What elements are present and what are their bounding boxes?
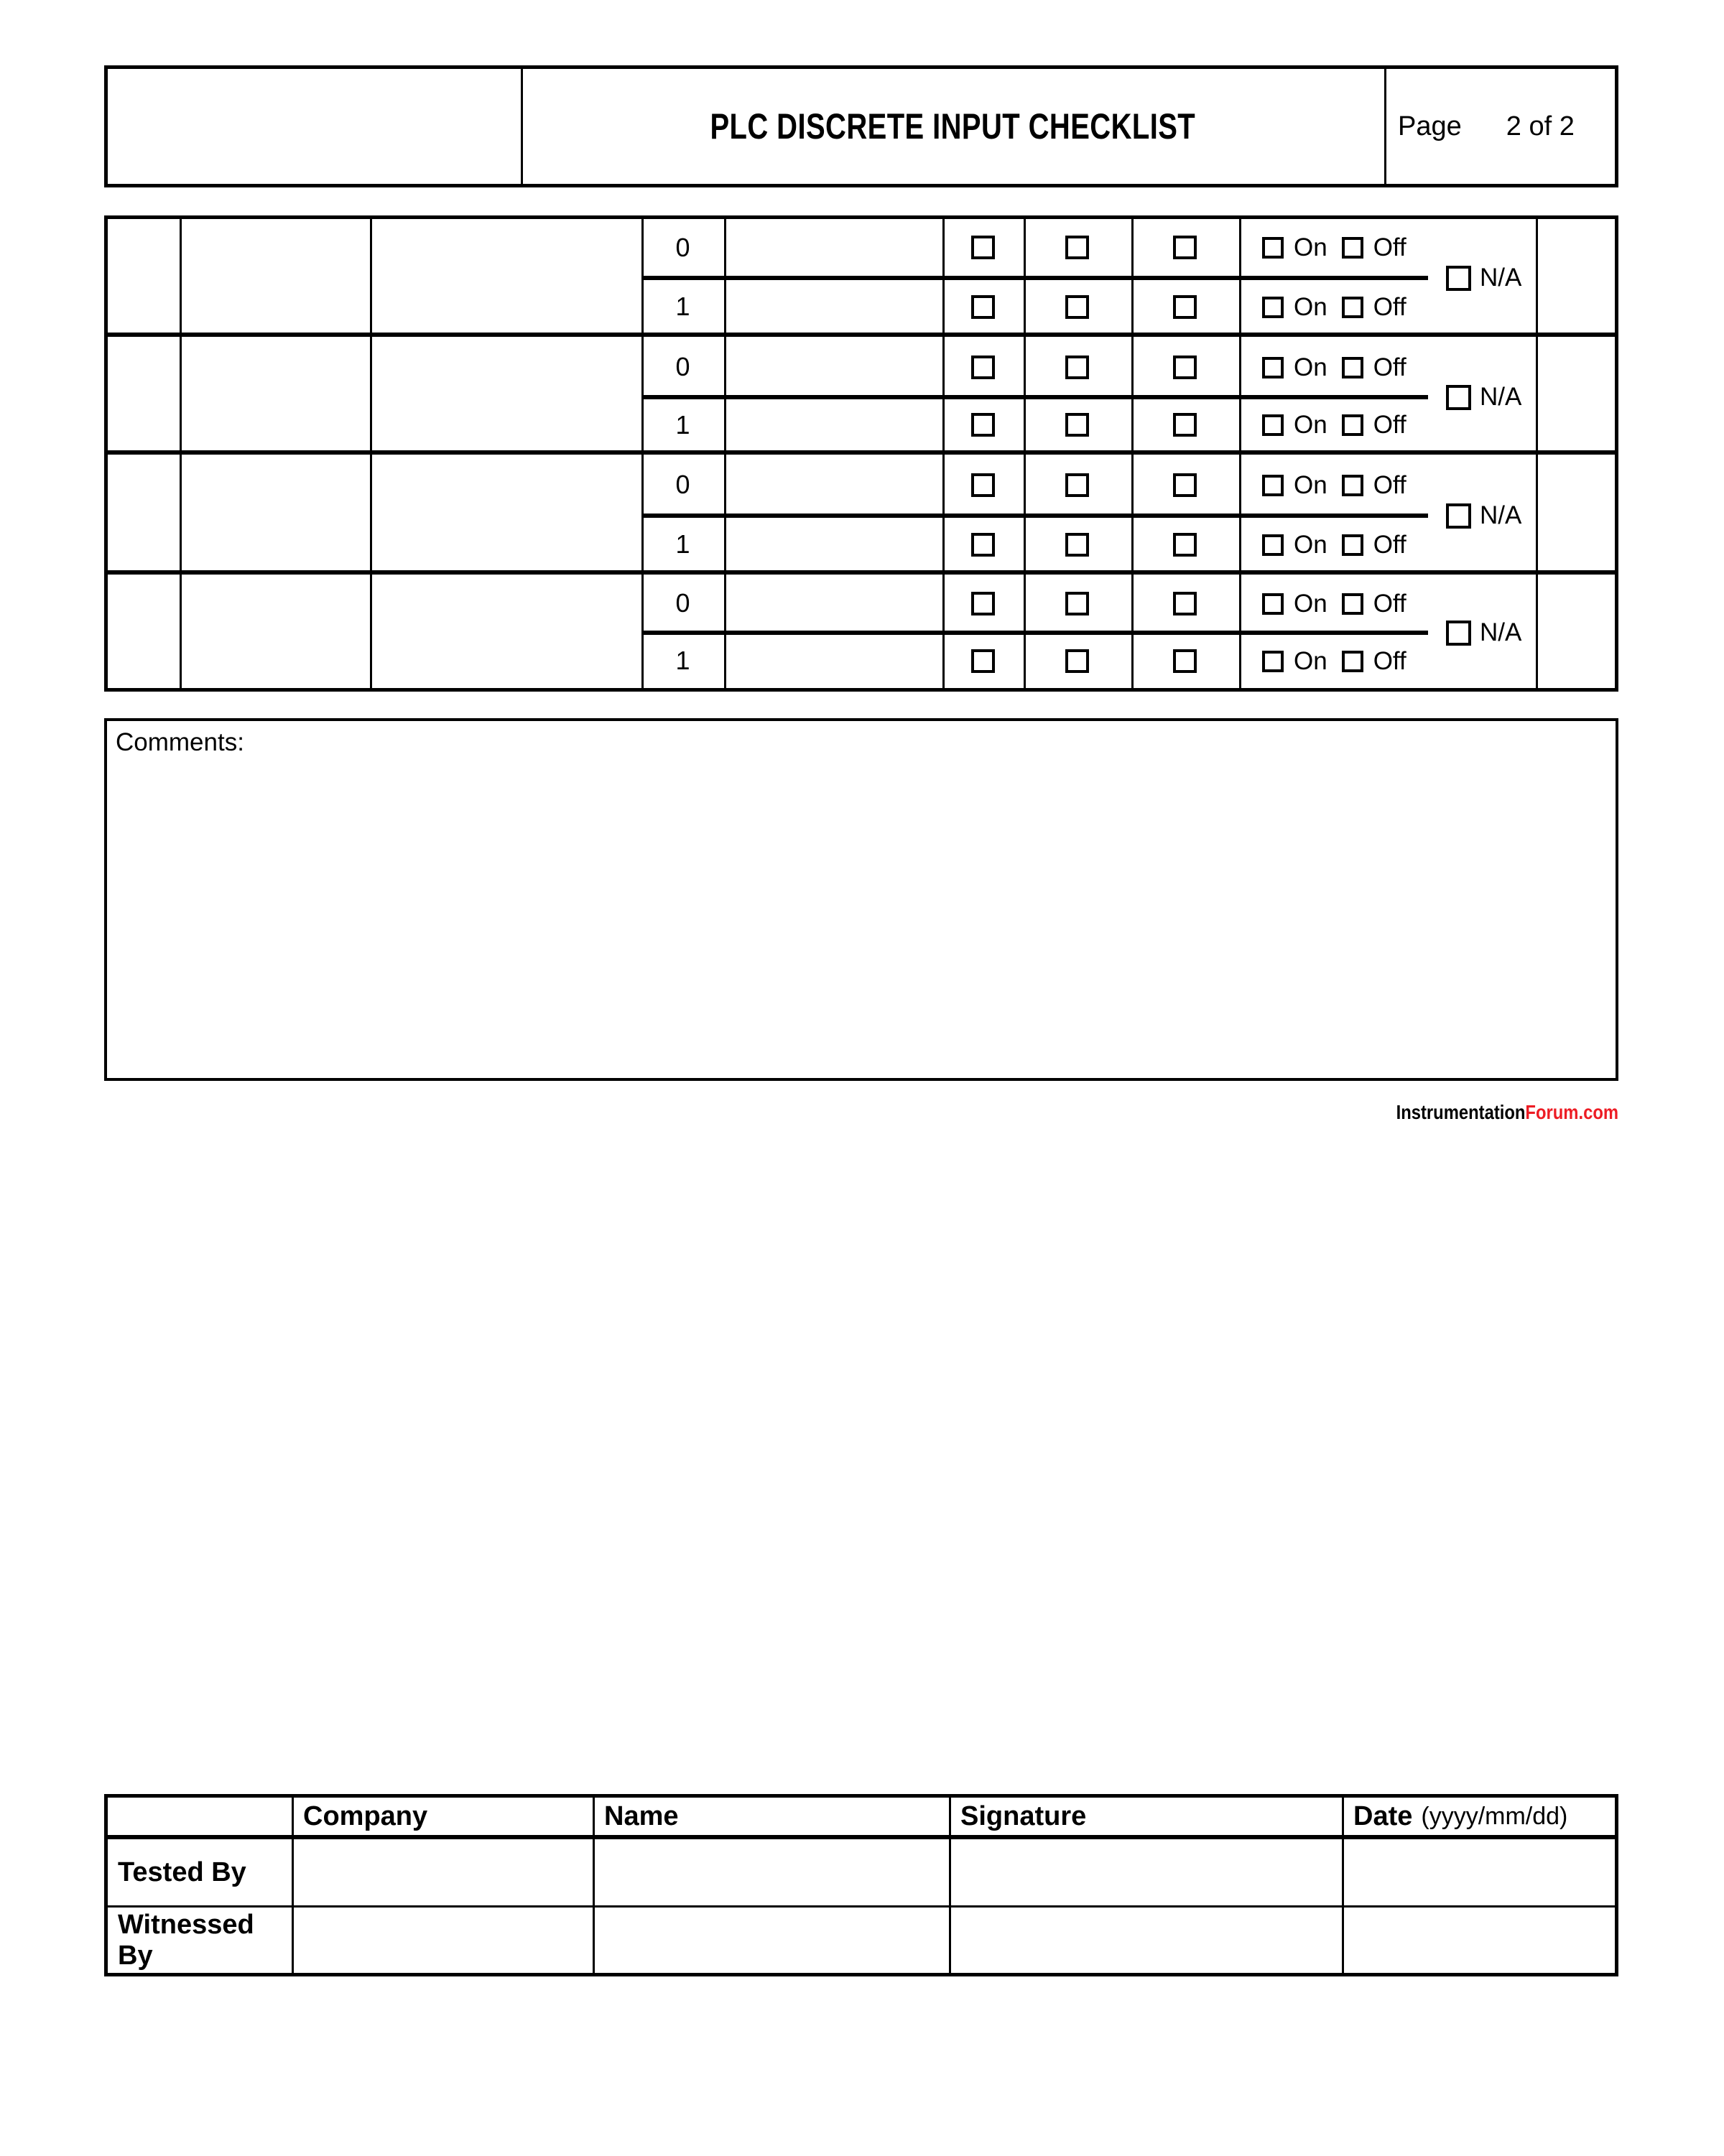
onoff-row — [1262, 530, 1406, 559]
input-cell[interactable] — [182, 219, 369, 331]
input-cell[interactable] — [108, 456, 178, 567]
check-cell-checkbox[interactable] — [1173, 413, 1197, 437]
on-checkbox[interactable] — [1262, 534, 1284, 556]
onoff-row — [1262, 646, 1406, 675]
input-cell[interactable] — [727, 576, 941, 629]
na-label: N/A — [1480, 383, 1522, 411]
witnessed-by-signature-cell[interactable] — [951, 1908, 1340, 1973]
date-header-label: Date — [1353, 1800, 1413, 1831]
input-cell[interactable] — [373, 456, 640, 567]
tested-by-signature-cell[interactable] — [951, 1839, 1340, 1905]
input-cell[interactable] — [182, 456, 369, 567]
check-cell-checkbox[interactable] — [1065, 533, 1089, 557]
off-label: Off — [1373, 410, 1406, 439]
check-cell-checkbox[interactable] — [1173, 592, 1197, 615]
subrow-divider — [641, 631, 1428, 635]
signature-header — [960, 1798, 1086, 1835]
on-label: On — [1294, 530, 1327, 559]
on-label: On — [1294, 470, 1327, 499]
witnessed-by-company-cell[interactable] — [294, 1908, 590, 1973]
input-cell[interactable] — [727, 338, 941, 394]
header-box — [104, 65, 1618, 187]
off-checkbox[interactable] — [1342, 593, 1363, 615]
off-label: Off — [1373, 530, 1406, 559]
na-row — [1446, 384, 1521, 411]
state-1-label: 1 — [675, 292, 690, 321]
on-label: On — [1294, 233, 1327, 261]
input-cell[interactable] — [727, 636, 941, 687]
comments-input-area[interactable] — [107, 761, 1616, 1077]
input-cell[interactable] — [1539, 219, 1613, 331]
check-cell-checkbox[interactable] — [1173, 236, 1197, 259]
on-label: On — [1294, 292, 1327, 321]
check-cell-checkbox[interactable] — [1065, 473, 1089, 497]
off-label: Off — [1373, 470, 1406, 499]
off-checkbox[interactable] — [1342, 237, 1363, 259]
subrow-divider — [641, 395, 1428, 399]
off-checkbox[interactable] — [1342, 475, 1363, 496]
check-cell-checkbox[interactable] — [1065, 295, 1089, 319]
witnessed-by-date-cell[interactable] — [1344, 1908, 1615, 1973]
page-cell — [1386, 69, 1626, 184]
check-cell-checkbox[interactable] — [971, 533, 995, 557]
onoff-row — [1262, 233, 1406, 261]
onoff-row — [1262, 589, 1406, 618]
input-cell[interactable] — [182, 576, 369, 687]
check-cell-checkbox[interactable] — [971, 649, 995, 673]
na-checkbox[interactable] — [1446, 503, 1471, 529]
on-label: On — [1294, 589, 1327, 618]
state-0-label: 0 — [675, 351, 690, 381]
checklist-table — [104, 215, 1618, 692]
form-title: PLC DISCRETE INPUT CHECKLIST — [710, 106, 1196, 147]
check-cell-checkbox[interactable] — [1173, 649, 1197, 673]
check-cell-checkbox[interactable] — [971, 295, 995, 319]
subrow-divider — [641, 276, 1428, 280]
off-checkbox[interactable] — [1342, 357, 1363, 378]
comments-box — [104, 718, 1618, 1081]
logo-cell — [108, 69, 519, 184]
input-cell[interactable] — [727, 219, 941, 274]
check-cell-checkbox[interactable] — [1065, 413, 1089, 437]
witnessed-by-name-cell[interactable] — [595, 1908, 947, 1973]
check-cell-checkbox[interactable] — [971, 356, 995, 379]
company-header-label: Company — [303, 1800, 428, 1831]
na-row — [1446, 619, 1521, 646]
onoff-row — [1262, 410, 1406, 439]
na-checkbox[interactable] — [1446, 266, 1471, 291]
state-0-label: 0 — [675, 470, 690, 499]
tested-by-company-cell[interactable] — [294, 1839, 590, 1905]
on-label: On — [1294, 646, 1327, 675]
input-cell[interactable] — [1539, 576, 1613, 687]
group-divider — [108, 570, 1615, 575]
na-label: N/A — [1480, 618, 1522, 646]
input-cell[interactable] — [373, 576, 640, 687]
name-header-label: Name — [604, 1800, 679, 1831]
page-label: Page — [1398, 111, 1462, 141]
on-checkbox[interactable] — [1262, 593, 1284, 615]
check-cell-checkbox[interactable] — [1065, 649, 1089, 673]
off-label: Off — [1373, 353, 1406, 381]
date-header — [1353, 1798, 1567, 1835]
on-checkbox[interactable] — [1262, 237, 1284, 259]
check-cell-checkbox[interactable] — [1065, 356, 1089, 379]
tested-by-label: Tested By — [118, 1857, 246, 1887]
name-header — [604, 1798, 679, 1835]
input-cell[interactable] — [727, 456, 941, 512]
input-cell[interactable] — [1539, 338, 1613, 449]
company-header — [303, 1798, 427, 1835]
input-cell[interactable] — [108, 338, 178, 449]
state-0-label: 0 — [675, 232, 690, 262]
input-cell[interactable] — [373, 338, 640, 449]
check-cell-checkbox[interactable] — [1173, 533, 1197, 557]
group-divider — [108, 450, 1615, 455]
na-label: N/A — [1480, 264, 1522, 292]
off-label: Off — [1373, 292, 1406, 321]
on-checkbox[interactable] — [1262, 414, 1284, 436]
check-cell-checkbox[interactable] — [1173, 356, 1197, 379]
onoff-row — [1262, 470, 1406, 499]
na-checkbox[interactable] — [1446, 385, 1471, 410]
check-cell-checkbox[interactable] — [971, 236, 995, 259]
check-cell-checkbox[interactable] — [971, 413, 995, 437]
witnessed-by-label: Witnessed By — [118, 1909, 254, 1971]
off-checkbox[interactable] — [1342, 534, 1363, 556]
on-checkbox[interactable] — [1262, 651, 1284, 672]
form-title-cell — [523, 69, 1383, 184]
input-cell[interactable] — [727, 519, 941, 569]
input-cell[interactable] — [182, 338, 369, 449]
off-checkbox[interactable] — [1342, 297, 1363, 318]
page-value: 2 of 2 — [1506, 111, 1575, 141]
branding — [1396, 1101, 1618, 1124]
signature-header-label: Signature — [960, 1800, 1087, 1831]
on-label: On — [1294, 410, 1327, 439]
onoff-row — [1262, 292, 1406, 321]
signoff-corner-cell — [108, 1798, 290, 1835]
check-cell-checkbox[interactable] — [971, 473, 995, 497]
on-checkbox[interactable] — [1262, 357, 1284, 378]
state-1-label: 1 — [675, 646, 690, 675]
state-1-label: 1 — [675, 409, 690, 440]
input-cell[interactable] — [1539, 456, 1613, 567]
input-cell[interactable] — [108, 219, 178, 331]
check-cell-checkbox[interactable] — [1065, 236, 1089, 259]
comments-label: Comments: — [116, 728, 244, 756]
na-row — [1446, 264, 1521, 292]
on-checkbox[interactable] — [1262, 297, 1284, 318]
na-label: N/A — [1480, 501, 1522, 529]
subrow-divider — [641, 514, 1428, 518]
state-0-label: 0 — [675, 588, 690, 618]
input-cell[interactable] — [108, 576, 178, 687]
group-divider — [108, 333, 1615, 337]
on-checkbox[interactable] — [1262, 475, 1284, 496]
input-cell[interactable] — [727, 401, 941, 449]
off-checkbox[interactable] — [1342, 414, 1363, 436]
check-cell-checkbox[interactable] — [971, 592, 995, 615]
off-label: Off — [1373, 233, 1406, 261]
tested-by-name-cell[interactable] — [595, 1839, 947, 1905]
na-checkbox[interactable] — [1446, 621, 1471, 646]
off-label: Off — [1373, 589, 1406, 618]
onoff-row — [1262, 353, 1406, 381]
date-format-label: (yyyy/mm/dd) — [1421, 1802, 1568, 1830]
input-cell[interactable] — [727, 282, 941, 332]
check-cell-checkbox[interactable] — [1173, 295, 1197, 319]
branding-red: Forum.com — [1525, 1101, 1618, 1123]
na-row — [1446, 502, 1521, 529]
signoff-table — [104, 1794, 1618, 1976]
tested-by-date-cell[interactable] — [1344, 1839, 1615, 1905]
off-checkbox[interactable] — [1342, 651, 1363, 672]
check-cell-checkbox[interactable] — [1173, 473, 1197, 497]
branding-black: Instrumentation — [1396, 1101, 1526, 1123]
state-1-label: 1 — [675, 529, 690, 559]
on-label: On — [1294, 353, 1327, 381]
off-label: Off — [1373, 646, 1406, 675]
check-cell-checkbox[interactable] — [1065, 592, 1089, 615]
input-cell[interactable] — [373, 219, 640, 331]
